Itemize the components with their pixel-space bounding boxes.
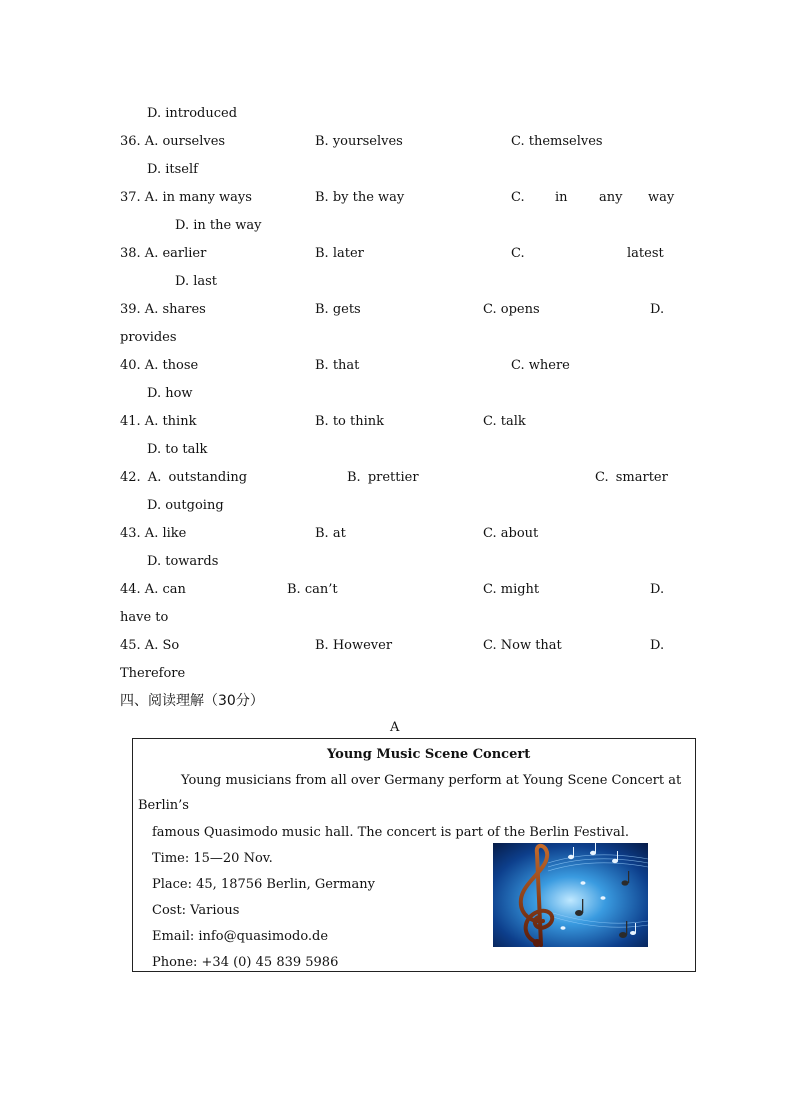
notice-line-3: famous Quasimodo music hall. The concert is part of the Berlin Festival. bbox=[152, 825, 629, 840]
notice-title: Young Music Scene Concert bbox=[327, 747, 531, 762]
q36-option-c: C. themselves bbox=[511, 134, 603, 149]
q38-option-c-word: latest bbox=[627, 246, 664, 261]
q43-option-b: B. at bbox=[315, 526, 346, 541]
notice-line-1: Young musicians from all over Germany perform at Young Scene Concert at bbox=[181, 773, 682, 788]
q38-option-d: D. last bbox=[175, 274, 218, 289]
q38-option-c-label: C. bbox=[511, 246, 525, 261]
notice-line-2: Berlin’s bbox=[138, 798, 189, 813]
treble-clef-icon bbox=[493, 843, 648, 947]
q39-option-d-word: provides bbox=[120, 330, 177, 345]
q37-option-d: D. in the way bbox=[175, 218, 262, 233]
q36-option-d: D. itself bbox=[147, 162, 198, 177]
q43-option-d: D. towards bbox=[147, 554, 219, 569]
q35-option-d: D. introduced bbox=[147, 106, 238, 121]
q40-option-c: C. where bbox=[511, 358, 570, 373]
q41-option-c: C. talk bbox=[483, 414, 526, 429]
q37-option-c-label: C. bbox=[511, 190, 525, 205]
q44-option-d-label: D. bbox=[650, 582, 665, 597]
q37-option-c-word2: any bbox=[599, 190, 623, 205]
q40-option-a: 40. A. those bbox=[120, 358, 199, 373]
q44-option-b: B. can’t bbox=[287, 582, 338, 597]
notice-cost: Cost: Various bbox=[152, 903, 240, 918]
q42-option-c: C. smarter bbox=[595, 470, 668, 485]
q42-option-b: B. prettier bbox=[347, 470, 419, 485]
q44-option-c: C. might bbox=[483, 582, 540, 597]
q45-option-d-label: D. bbox=[650, 638, 665, 653]
q42-option-a: 42. A. outstanding bbox=[120, 470, 248, 485]
notice-time: Time: 15—20 Nov. bbox=[152, 851, 273, 866]
q37-option-c-word3: way bbox=[648, 190, 675, 205]
notice-place: Place: 45, 18756 Berlin, Germany bbox=[152, 877, 375, 892]
music-notes-image bbox=[493, 843, 648, 947]
q45-option-a: 45. A. So bbox=[120, 638, 180, 653]
q36-option-b: B. yourselves bbox=[315, 134, 403, 149]
q40-option-b: B. that bbox=[315, 358, 360, 373]
q39-option-a: 39. A. shares bbox=[120, 302, 206, 317]
part-label: A bbox=[390, 720, 400, 735]
q36-option-a: 36. A. ourselves bbox=[120, 134, 226, 149]
q44-option-d-word: have to bbox=[120, 610, 169, 625]
notice-phone: Phone: +34 (0) 45 839 5986 bbox=[152, 955, 339, 970]
q41-option-b: B. to think bbox=[315, 414, 385, 429]
q37-option-b: B. by the way bbox=[315, 190, 405, 205]
q44-option-a: 44. A. can bbox=[120, 582, 186, 597]
q42-option-d: D. outgoing bbox=[147, 498, 224, 513]
section-title: 四、阅读理解（30分） bbox=[120, 693, 264, 709]
q45-option-d-word: Therefore bbox=[120, 666, 186, 681]
q38-option-b: B. later bbox=[315, 246, 364, 261]
q40-option-d: D. how bbox=[147, 386, 193, 401]
q39-option-c: C. opens bbox=[483, 302, 540, 317]
q41-option-a: 41. A. think bbox=[120, 414, 197, 429]
q37-option-c-word1: in bbox=[555, 190, 568, 205]
q39-option-d-label: D. bbox=[650, 302, 665, 317]
q37-option-a: 37. A. in many ways bbox=[120, 190, 252, 205]
q41-option-d: D. to talk bbox=[147, 442, 208, 457]
notice-email: Email: info@quasimodo.de bbox=[152, 929, 329, 944]
q45-option-b: B. However bbox=[315, 638, 393, 653]
q43-option-a: 43. A. like bbox=[120, 526, 187, 541]
q38-option-a: 38. A. earlier bbox=[120, 246, 207, 261]
q45-option-c: C. Now that bbox=[483, 638, 562, 653]
q39-option-b: B. gets bbox=[315, 302, 361, 317]
q43-option-c: C. about bbox=[483, 526, 539, 541]
